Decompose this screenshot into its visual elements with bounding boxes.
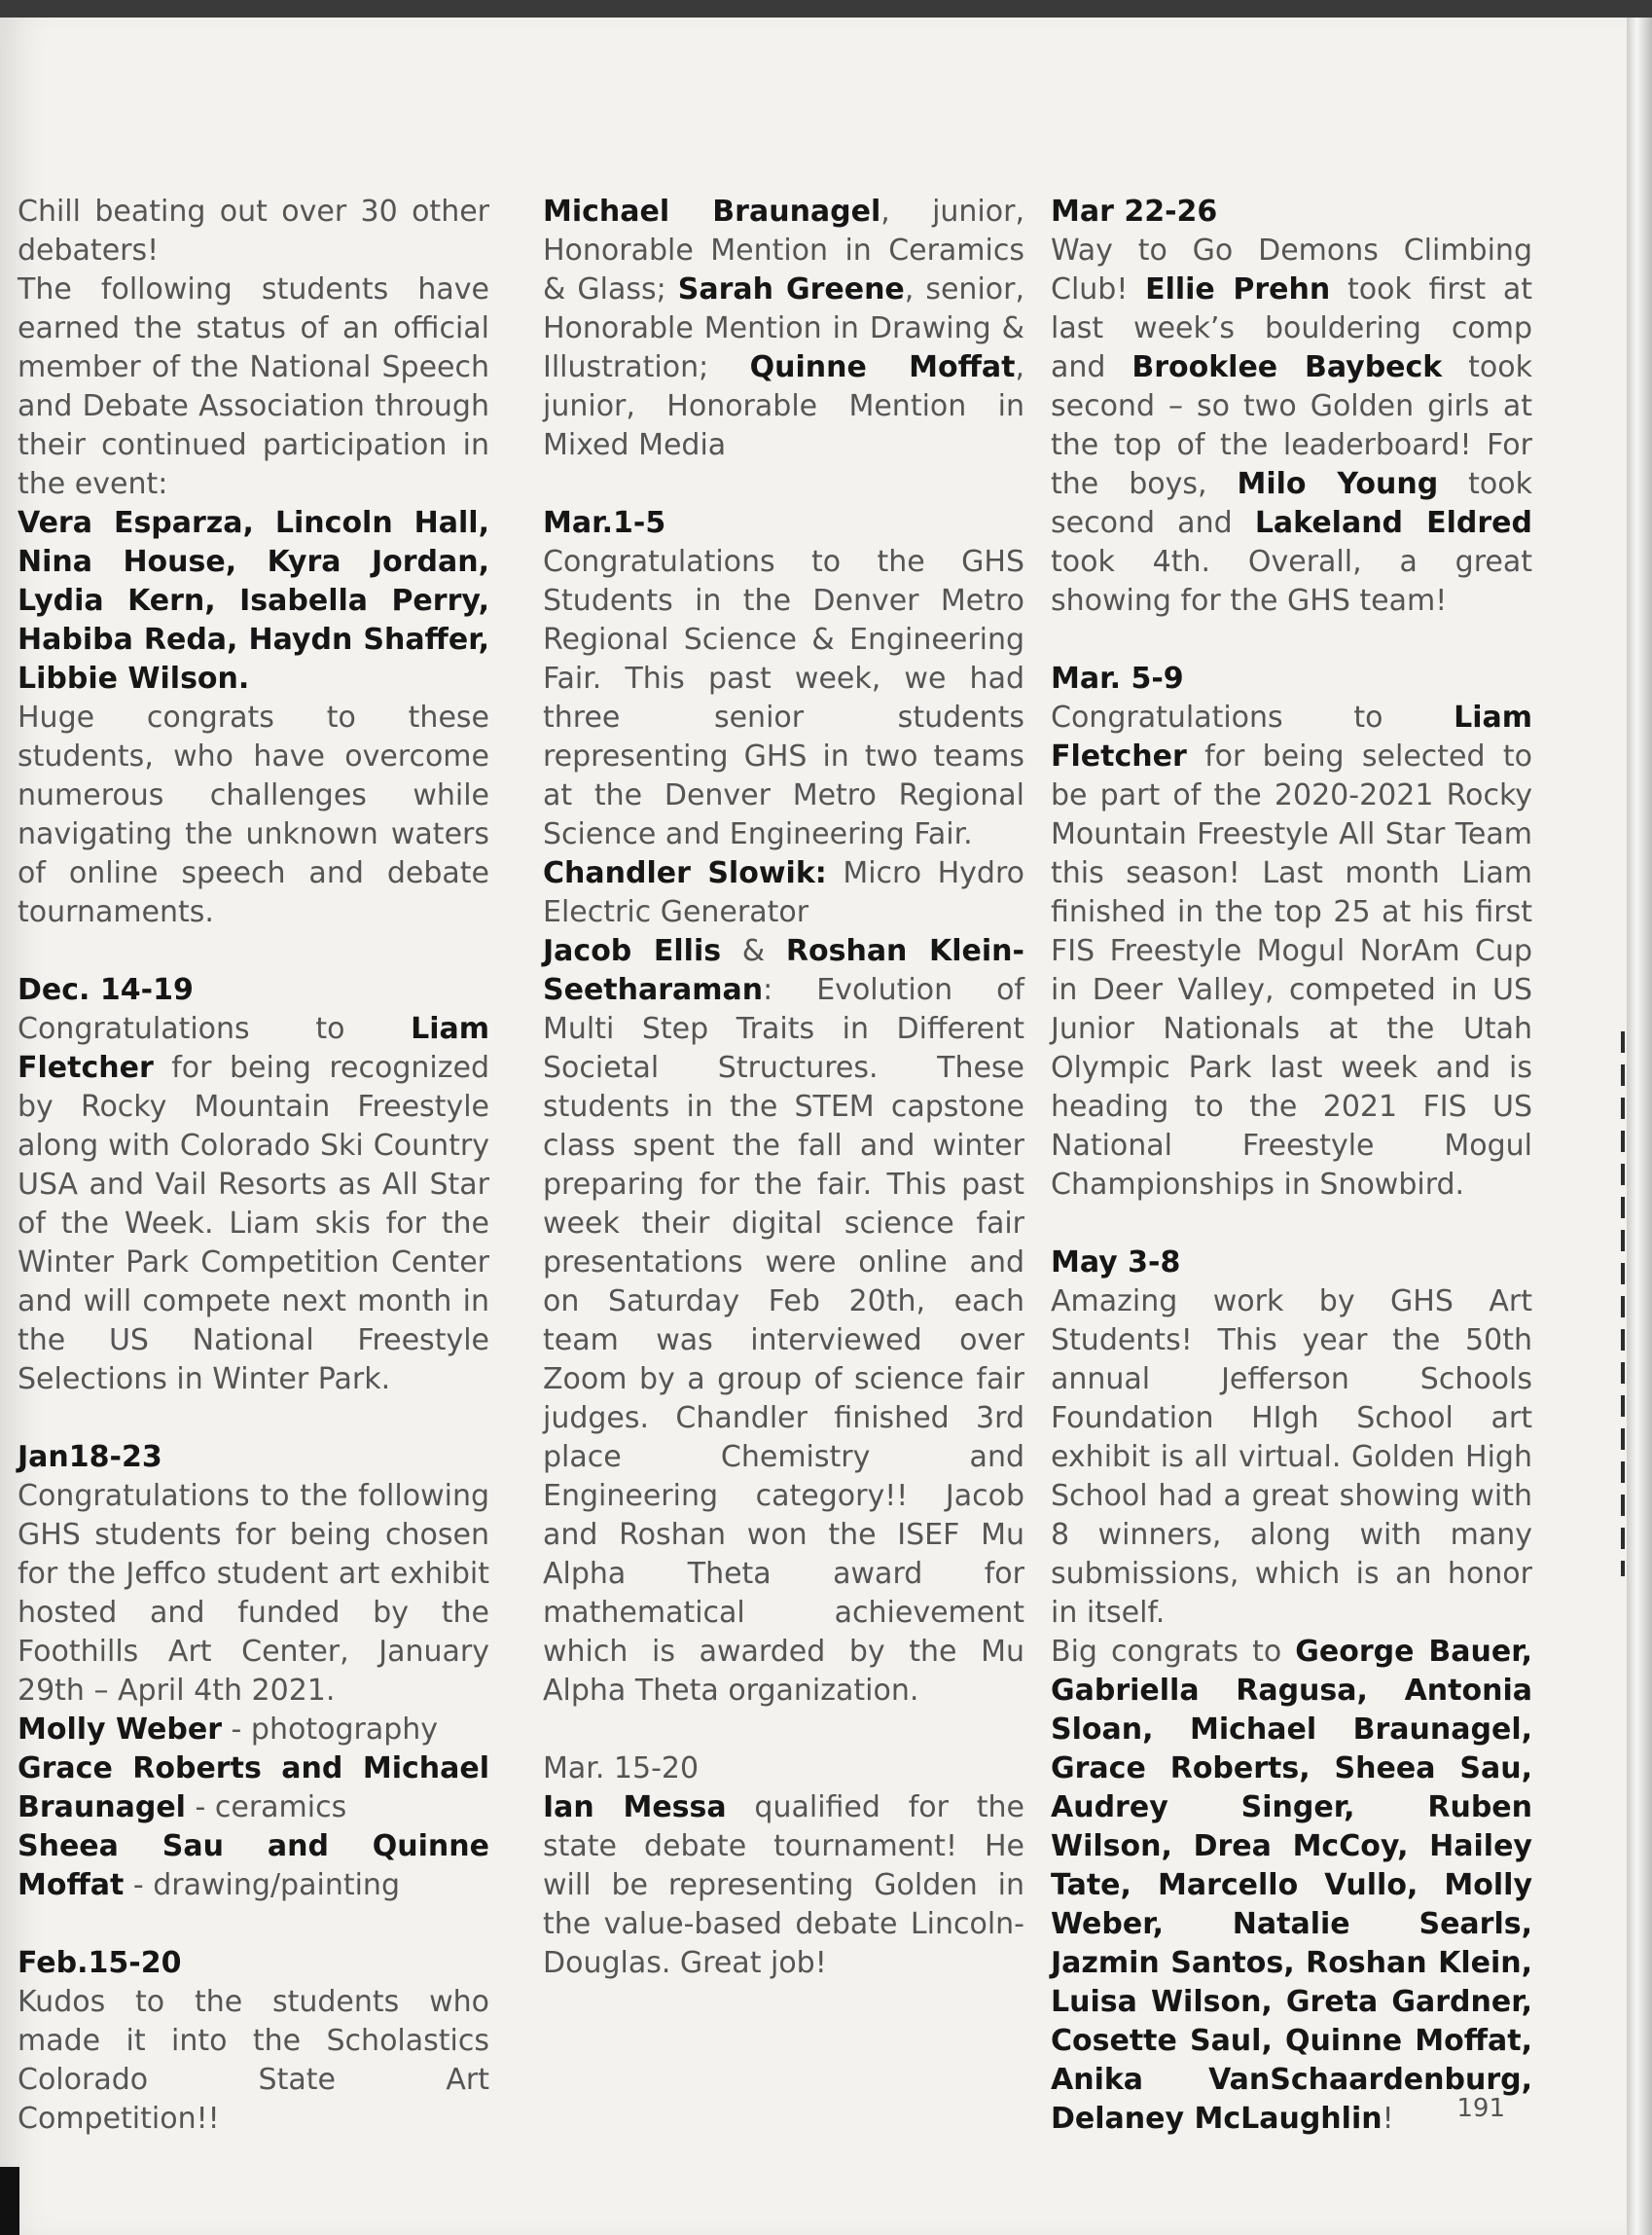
paragraph: Huge congrats to these students, who have overcome numerous challenges while navigating the unknown waters of online speech and debate tournaments. [18, 701, 489, 929]
column-right [1051, 193, 1532, 2139]
paragraph: Congratulations to the GHS Students in the Denver Metro Regional Science & Engineering Fair. This past week, we had three senior students representing GHS in two teams at the Denver Metro Regional Science and Engineering Fair. [543, 545, 1024, 851]
paragraph: Michael Braunagel, junior, Honorable Mention in Ceramics & Glass; Sarah Greene, senior, Honorable Mention in Drawing & Illustration; Quinne Moffat, junior, Honorable Mention in Mixed Media [543, 195, 1024, 462]
section-date-heading: Feb.15-20 [18, 1946, 182, 1980]
section-date-heading: Mar. 5-9 [1051, 662, 1184, 696]
paragraph: Kudos to the students who made it into the Scholastics Colorado State Art Competition!! [18, 1985, 489, 2136]
section-date-heading: Mar 22-26 [1051, 195, 1218, 229]
page-number: 191 [1456, 2094, 1505, 2123]
section-date-heading: Dec. 14-19 [18, 973, 194, 1007]
paragraph: Chandler Slowik: Micro Hydro Electric Generator [543, 856, 1025, 929]
paragraph: Ian Messa qualified for the state debate tournament! He will be representing Golden in the value-based debate Lincoln-Douglas. Great job! [543, 1790, 1024, 1980]
column-left [18, 193, 489, 2139]
paragraph: Jacob Ellis & Roshan Klein-Seetharaman: Evolution of Multi Step Traits in Different Societal Structures. These students in the STEM capstone class spent the fall and winter preparing for the fair. This past week their digital science fair presentations were online and on Saturday Feb 20th, each team was interviewed over Zoom by a group of science fair judges. Chandler finished 3rd place Chemistry and Engineering category!! Jacob and Roshan won the ISEF Mu Alpha Theta award for mathematical achievement which is awarded by the Mu Alpha Theta organization. [543, 934, 1024, 1708]
section-date-heading: Mar. 15-20 [543, 1751, 700, 1785]
paragraph: Amazing work by GHS Art Students! This year the 50th annual Jefferson Schools Foundation HIgh School art exhibit is all virtual. Golden High School had a great showing with 8 winners, along with many submissions, which is an honor in itself. [1051, 1284, 1532, 1630]
section-date-heading: Mar.1-5 [543, 506, 666, 540]
honoree-names: Vera Esparza, Lincoln Hall, Nina House, Kyra Jordan, Lydia Kern, Isabella Perry, Habiba Reda, Haydn Shaffer, Libbie Wilson. [18, 506, 489, 696]
paragraph: Way to Go Demons Climbing Club! Ellie Prehn took first at last week’s bouldering comp and Brooklee Baybeck took second – so two Golden girls at the top of the leaderboard! For the boys, Milo Young took second and Lakeland Eldred took 4th. Overall, a great showing for the GHS team! [1051, 234, 1533, 618]
award-line: Grace Roberts and Michael Braunagel - ceramics [18, 1751, 489, 1824]
paragraph: Congratulations to Liam Fletcher for being recognized by Rocky Mountain Freestyle along with Colorado Ski Country USA and Vail Resorts as All Star of the Week. Liam skis for the Winter Park Competition Center and will compete next month in the US National Freestyle Selections in Winter Park. [18, 1012, 489, 1396]
section-date-heading: Jan18-23 [18, 1440, 162, 1474]
paragraph: Congratulations to Liam Fletcher for being selected to be part of the 2020-2021 Rocky Mountain Freestyle All Star Team this season! Last month Liam finished in the top 25 at his first FIS Freestyle Mogul NorAm Cup in Deer Valley, competed in US Junior Nationals at the Utah Olympic Park last week and is heading to the 2021 FIS US National Freestyle Mogul Championships in Snowbird. [1051, 701, 1532, 1202]
yearbook-page [0, 18, 1627, 2235]
award-line: Molly Weber - photography [18, 1712, 439, 1747]
paragraph: Big congrats to George Bauer, Gabriella Ragusa, Antonia Sloan, Michael Braunagel, Grace Roberts, Sheea Sau, Audrey Singer, Ruben Wilson, Drea McCoy, Hailey Tate, Marcello Vullo, Molly Weber, Natalie Searls, Jazmin Santos, Roshan Klein, Luisa Wilson, Greta Gardner, Cosette Saul, Quinne Moffat, Anika VanSchaardenburg, Delaney McLaughlin! [1051, 1635, 1532, 2136]
column-middle [543, 193, 1024, 1983]
paragraph: The following students have earned the status of an official member of the National Speech and Debate Association through their continued participation in the event: [18, 272, 489, 501]
page-edge [1627, 18, 1652, 2235]
award-line: Sheea Sau and Quinne Moffat - drawing/painting [18, 1829, 489, 1902]
binding-spine [0, 2167, 19, 2235]
paragraph: Chill beating out over 30 other debaters! [18, 195, 489, 268]
page-edge-marks [1621, 1031, 1625, 1576]
section-date-heading: May 3-8 [1051, 1245, 1181, 1280]
paragraph: Congratulations to the following GHS students for being chosen for the Jeffco student art exhibit hosted and funded by the Foothills Art Center, January 29th – April 4th 2021. [18, 1479, 489, 1708]
